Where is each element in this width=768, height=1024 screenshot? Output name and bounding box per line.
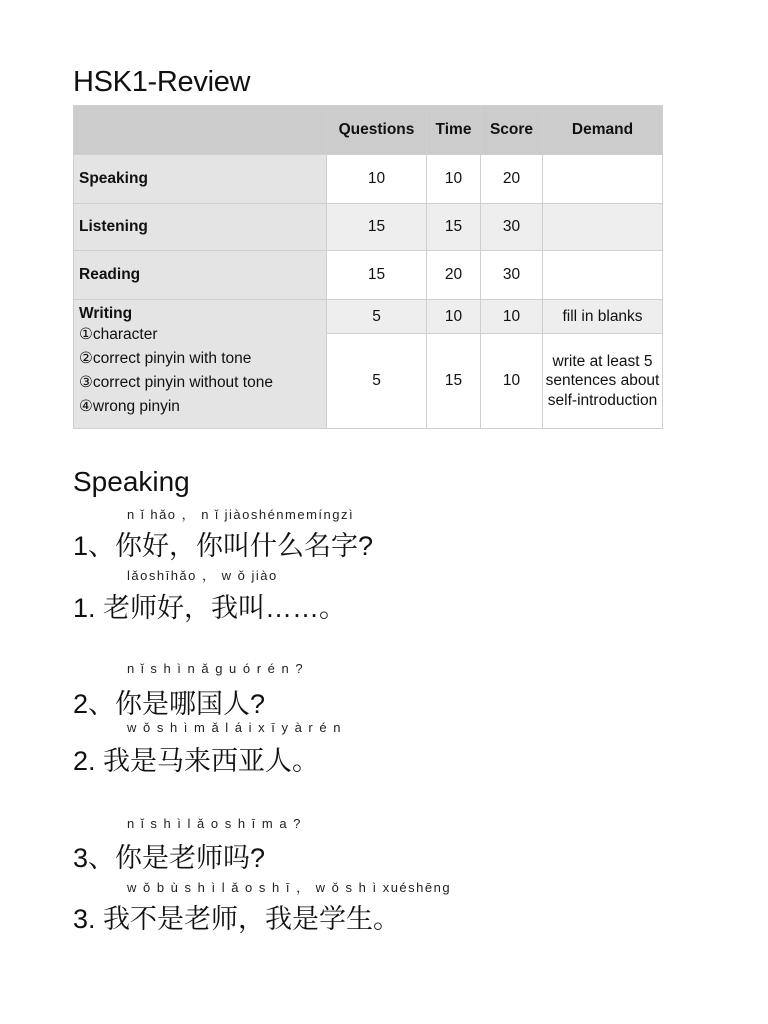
page-title: HSK1-Review [73,66,251,98]
speaking-title: Speaking [73,466,190,497]
review-table [73,105,663,429]
question-text: 2、你是哪国人? [73,689,266,719]
header-questions: Questions [327,106,427,155]
table-row [74,155,663,204]
question-pinyin: n ǐ hǎo ， n ǐ jiàoshénmemíngzì [127,507,355,522]
writing-label: Writing [79,305,133,322]
header-time: Time [427,106,481,155]
cell-score: 10 [481,334,543,429]
question-text: 3、你是老师吗? [73,843,266,873]
writing-item: ①character [79,326,158,343]
cell-time: 15 [427,204,481,251]
answer-pinyin: w ǒ b ù s h ì l ǎ o s h ī ， w ǒ s h ì xuéshēng [127,880,452,895]
cell-time: 10 [427,155,481,204]
question-pinyin: n ǐ s h ì l ǎ o s h ī m a ? [127,816,302,831]
row-label-writing [74,300,327,429]
cell-time: 10 [427,300,481,334]
table-row [74,300,663,334]
answer-text: 2. 我是马来西亚人。 [73,746,320,776]
writing-item: ④wrong pinyin [79,398,180,415]
header-score: Score [481,106,543,155]
cell-time: 20 [427,251,481,300]
answer-pinyin: lǎoshīhǎo ， w ǒ jiào [127,568,278,583]
question-text: 1、你好，你叫什么名字? [73,531,374,561]
row-label-reading: Reading [74,251,327,300]
cell-questions: 10 [327,155,427,204]
cell-questions: 15 [327,204,427,251]
cell-demand [543,204,663,251]
answer-pinyin: w ǒ s h ì m ǎ l á i x ī y à r é n [127,720,342,735]
writing-item: ③correct pinyin without tone [79,374,273,391]
table-row [74,251,663,300]
cell-score: 30 [481,204,543,251]
writing-item: ②correct pinyin with tone [79,350,252,367]
row-label-listening: Listening [74,204,327,251]
cell-questions: 15 [327,251,427,300]
question-pinyin: n ǐ s h ì n ǎ g u ó r é n ? [127,661,305,676]
cell-score: 30 [481,251,543,300]
answer-text: 3. 我不是老师，我是学生。 [73,904,401,934]
row-label-speaking: Speaking [74,155,327,204]
cell-demand: write at least 5 sentences about self-introduction [543,334,663,429]
answer-text: 1. 老师好，我叫……。 [73,593,347,623]
table-row [74,204,663,251]
cell-questions: 5 [327,300,427,334]
cell-time: 15 [427,334,481,429]
cell-demand: fill in blanks [543,300,663,334]
table-header-row [74,106,663,155]
cell-score: 20 [481,155,543,204]
header-corner [74,106,327,155]
cell-demand [543,251,663,300]
cell-score: 10 [481,300,543,334]
cell-questions: 5 [327,334,427,429]
header-demand: Demand [543,106,663,155]
cell-demand [543,155,663,204]
